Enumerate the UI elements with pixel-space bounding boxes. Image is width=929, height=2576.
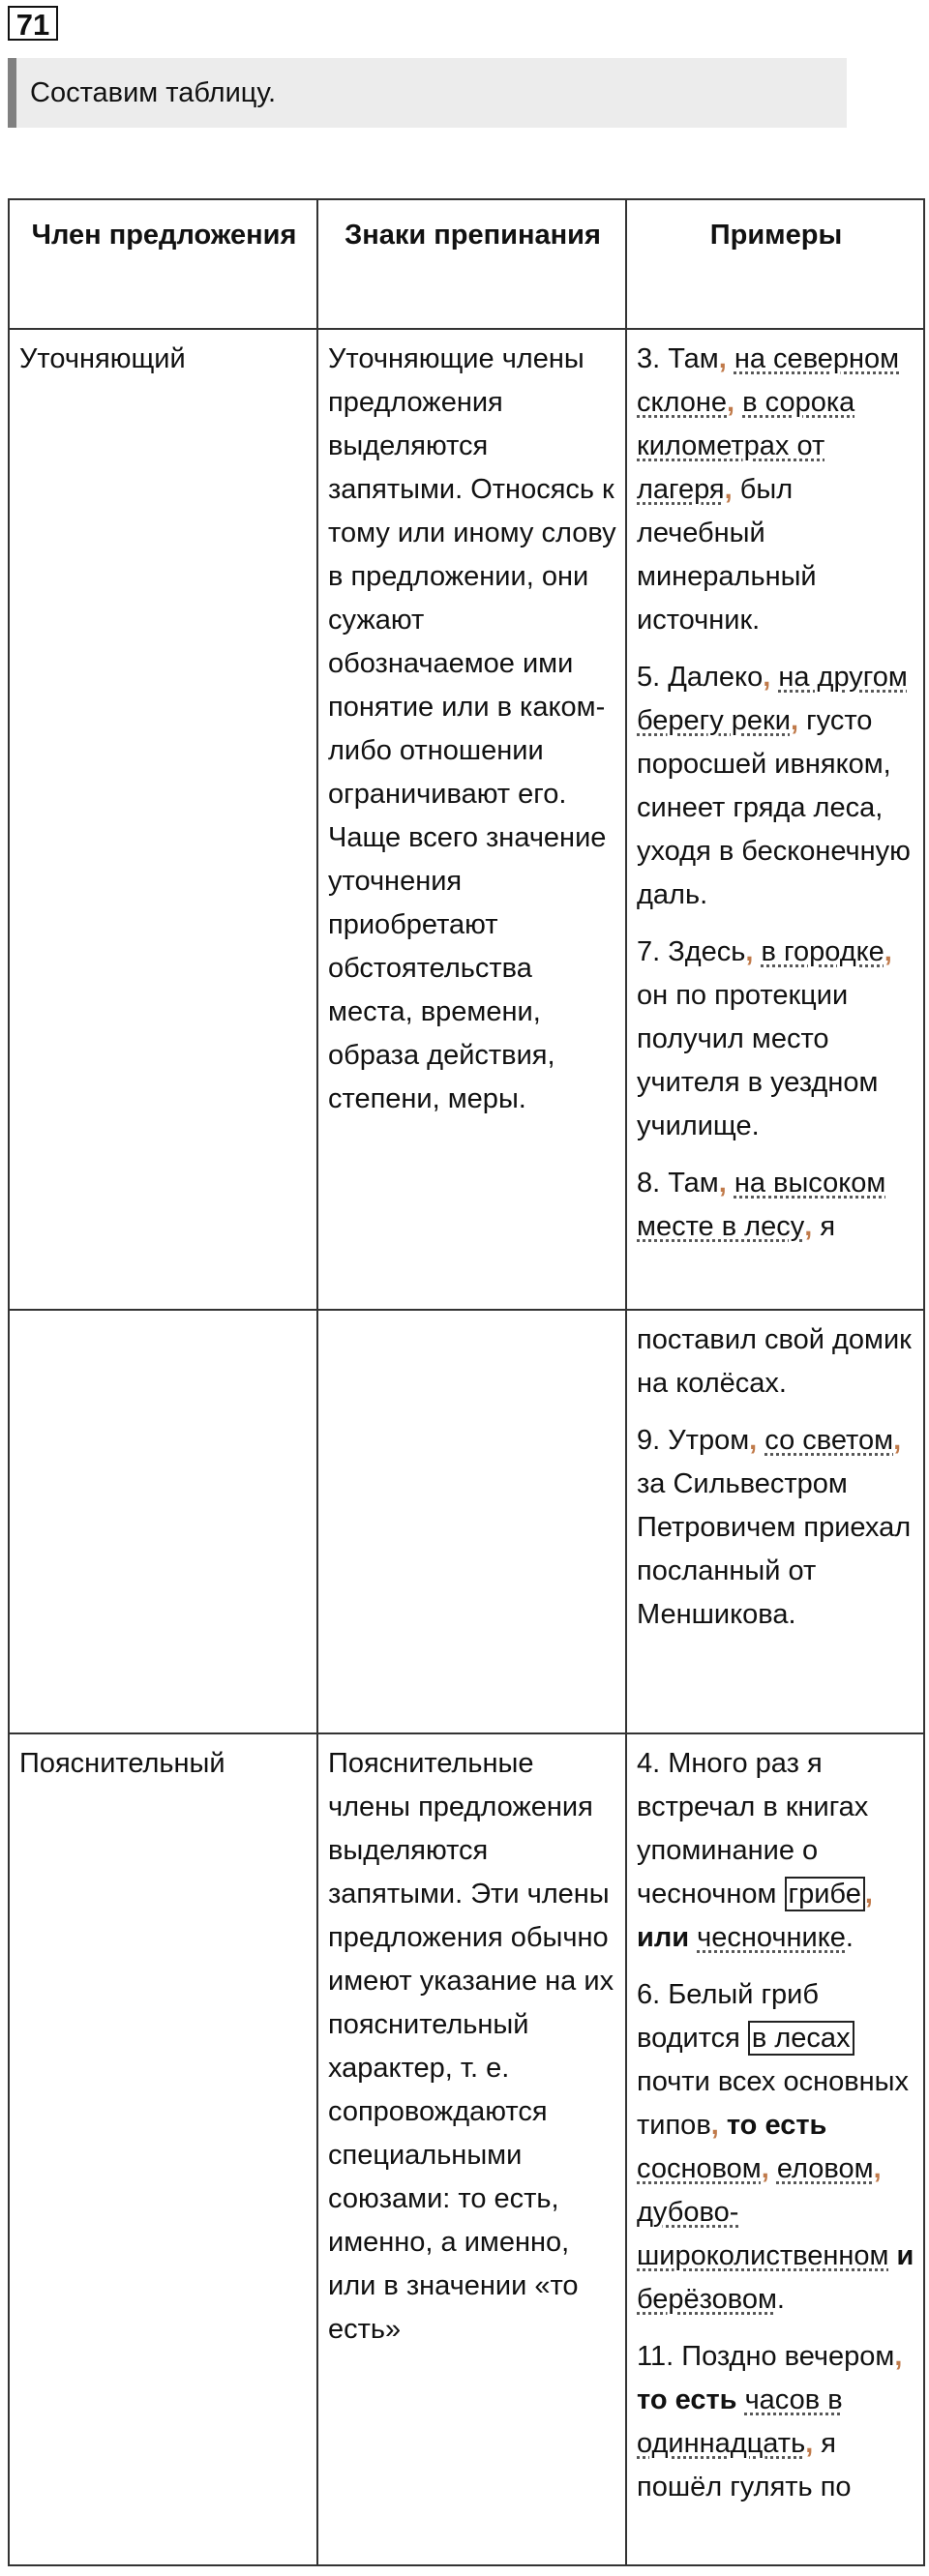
intro-text: Составим таблицу.: [8, 58, 847, 128]
example-5: 5. Далеко, на другом берегу реки, густо поросшей ивняком, синеет гряда леса, уходя в бесконечную даль.: [637, 662, 911, 910]
punctuation-rule: Уточняющие члены предложения выделяются запятыми. Относясь к тому или иному слову в предложении, они сужают обозначаемое ими понятие или в каком-либо отношении ограничивают его. Чаще всего значение уточнения приобретают обстоятельства места, времени, образа действия, степени, меры.: [317, 329, 626, 1310]
member-name: Уточняющий: [9, 329, 317, 1310]
examples-cell: [626, 1310, 924, 1733]
example-11: 11. Поздно вечером, то есть часов в одиннадцать, я пошёл гулять по: [637, 2341, 903, 2502]
table-row: [9, 1310, 924, 1733]
punctuation-rule: Пояснительные члены предложения выделяются запятыми. Эти члены предложения обычно имеют указание на их пояснительный характер, т. е. сопровождаются специальными союзами: то есть, именно, а именно, или в значении «то есть»: [317, 1733, 626, 2565]
example-9: 9. Утром, со светом, за Сильвестром Петровичем приехал посланный от Меншикова.: [637, 1425, 912, 1630]
examples-cell: [626, 1733, 924, 2565]
rules-table: [8, 198, 925, 2566]
example-6: 6. Белый гриб водится в лесах почти всех основных типов, то есть сосновом, еловом, дубово-широколиственном и берёзовом.: [637, 1979, 914, 2315]
header-punctuation: Знаки препинания: [317, 199, 626, 329]
example-8: 8. Там, на высоком месте в лесу, я: [637, 1168, 886, 1242]
example-3: 3. Там, на северном склоне, в сорока километрах от лагеря, был лечебный минеральный источник.: [637, 343, 900, 636]
table-header-row: [9, 199, 924, 329]
example-4: 4. Много раз я встречал в книгах упоминание о чесночном грибе , или чесночнике.: [637, 1748, 873, 1953]
example-7: 7. Здесь, в городке, он по протекции получил место учителя в уездном училище.: [637, 936, 892, 1141]
punctuation-rule-empty: [317, 1310, 626, 1733]
task-number: 71: [8, 6, 58, 41]
table-row: [9, 1733, 924, 2565]
member-name: Пояснительный: [9, 1733, 317, 2565]
header-examples: Примеры: [626, 199, 924, 329]
example-8-continued: поставил свой домик на колёсах.: [637, 1324, 912, 1399]
member-name-empty: [9, 1310, 317, 1733]
table-row: [9, 329, 924, 1310]
examples-cell: [626, 329, 924, 1310]
header-member: Член предложения: [9, 199, 317, 329]
